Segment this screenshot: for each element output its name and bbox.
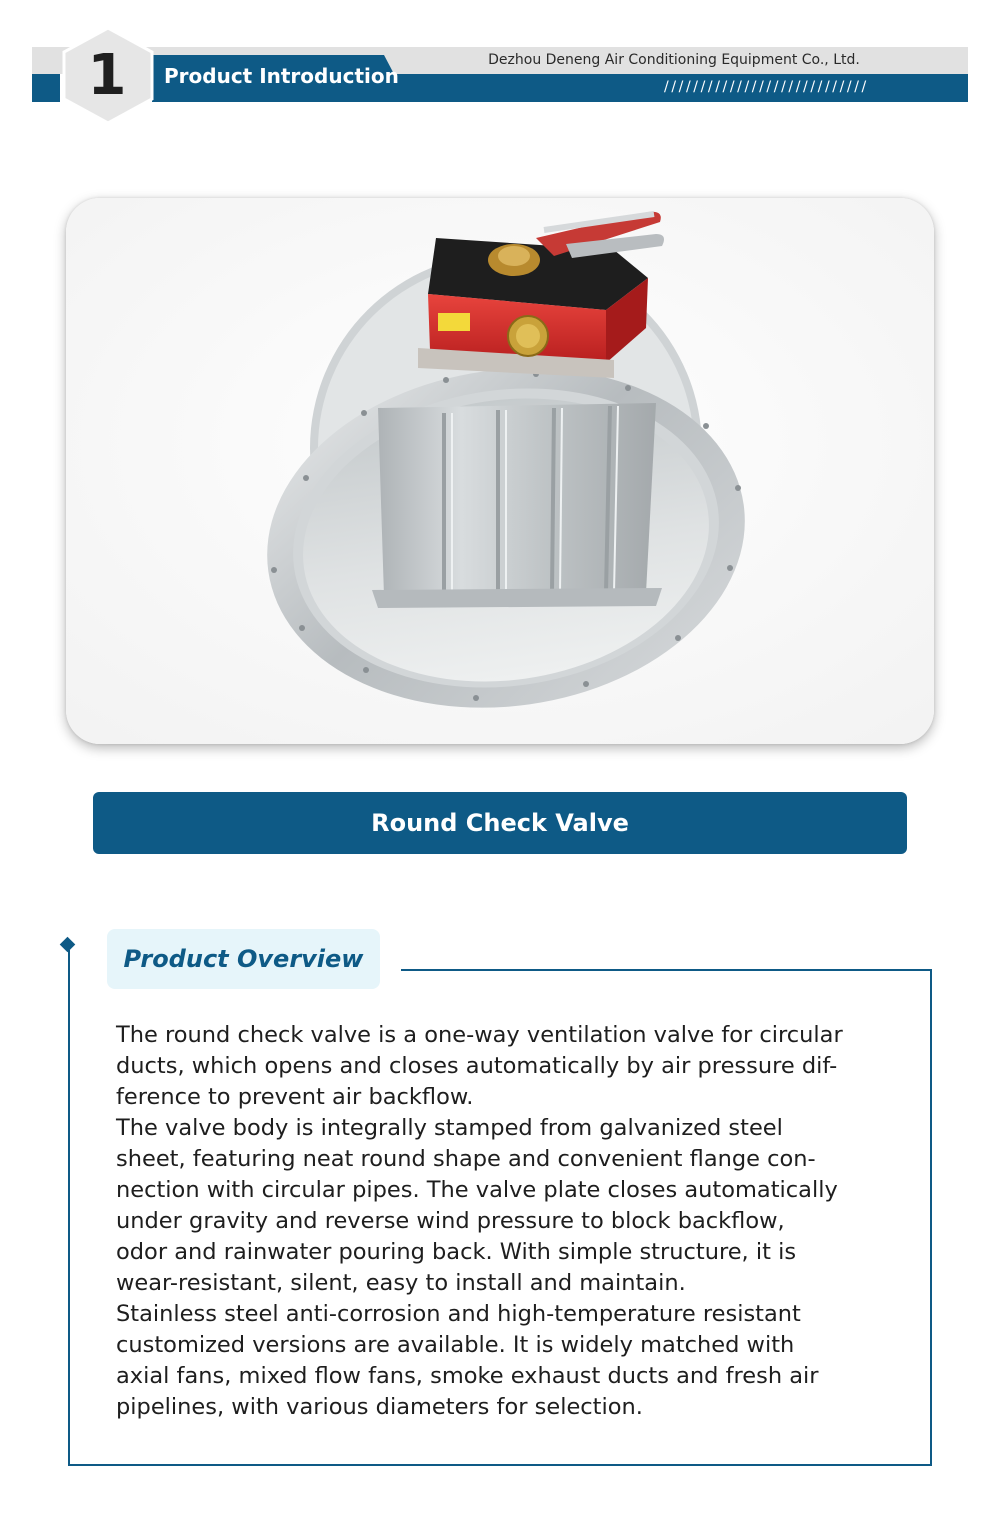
overview-paragraph bbox=[116, 1299, 888, 1423]
overview-frame-right bbox=[930, 969, 932, 1466]
company-name: Dezhou Deneng Air Conditioning Equipment Co., Ltd. bbox=[488, 52, 860, 68]
overview-line: pipelines, with various diameters for selection. bbox=[116, 1394, 643, 1420]
overview-line: nection with circular pipes. The valve plate closes automatically bbox=[116, 1177, 838, 1203]
overview-body bbox=[116, 1020, 888, 1423]
overview-line: under gravity and reverse wind pressure to block backflow, bbox=[116, 1208, 785, 1234]
overview-paragraph bbox=[116, 1020, 888, 1113]
overview-line: sheet, featuring neat round shape and convenient flange con- bbox=[116, 1146, 816, 1172]
header-banner-graphic bbox=[0, 0, 1000, 140]
overview-frame-bottom bbox=[68, 1464, 932, 1466]
overview-frame-left bbox=[68, 950, 70, 1466]
overview-heading-box bbox=[107, 929, 380, 989]
overview-line: Stainless steel anti-corrosion and high-temperature resistant bbox=[116, 1301, 801, 1327]
overview-line: axial fans, mixed flow fans, smoke exhaust ducts and fresh air bbox=[116, 1363, 819, 1389]
page-header bbox=[0, 0, 1000, 140]
overview-line: ducts, which opens and closes automatically by air pressure dif- bbox=[116, 1053, 838, 1079]
product-image-card bbox=[66, 198, 934, 744]
overview-line: The round check valve is a one-way ventilation valve for circular bbox=[116, 1022, 843, 1048]
overview-heading: Product Overview bbox=[123, 945, 364, 973]
section-title: Product Introduction bbox=[164, 64, 399, 88]
diamond-marker-icon bbox=[60, 937, 76, 953]
overview-paragraph bbox=[116, 1113, 888, 1299]
product-name-bar: Round Check Valve bbox=[93, 792, 907, 854]
decorative-slashes: //////////////////////////// bbox=[664, 79, 869, 95]
round-check-valve-image bbox=[66, 198, 934, 744]
overview-line: customized versions are available. It is widely matched with bbox=[116, 1332, 795, 1358]
overview-line: wear-resistant, silent, easy to install and maintain. bbox=[116, 1270, 686, 1296]
overview-line: The valve body is integrally stamped from galvanized steel bbox=[116, 1115, 783, 1141]
overview-line: ference to prevent air backflow. bbox=[116, 1084, 474, 1110]
overview-line: odor and rainwater pouring back. With simple structure, it is bbox=[116, 1239, 797, 1265]
section-number: 1 bbox=[87, 43, 127, 108]
overview-frame-top bbox=[401, 969, 932, 971]
